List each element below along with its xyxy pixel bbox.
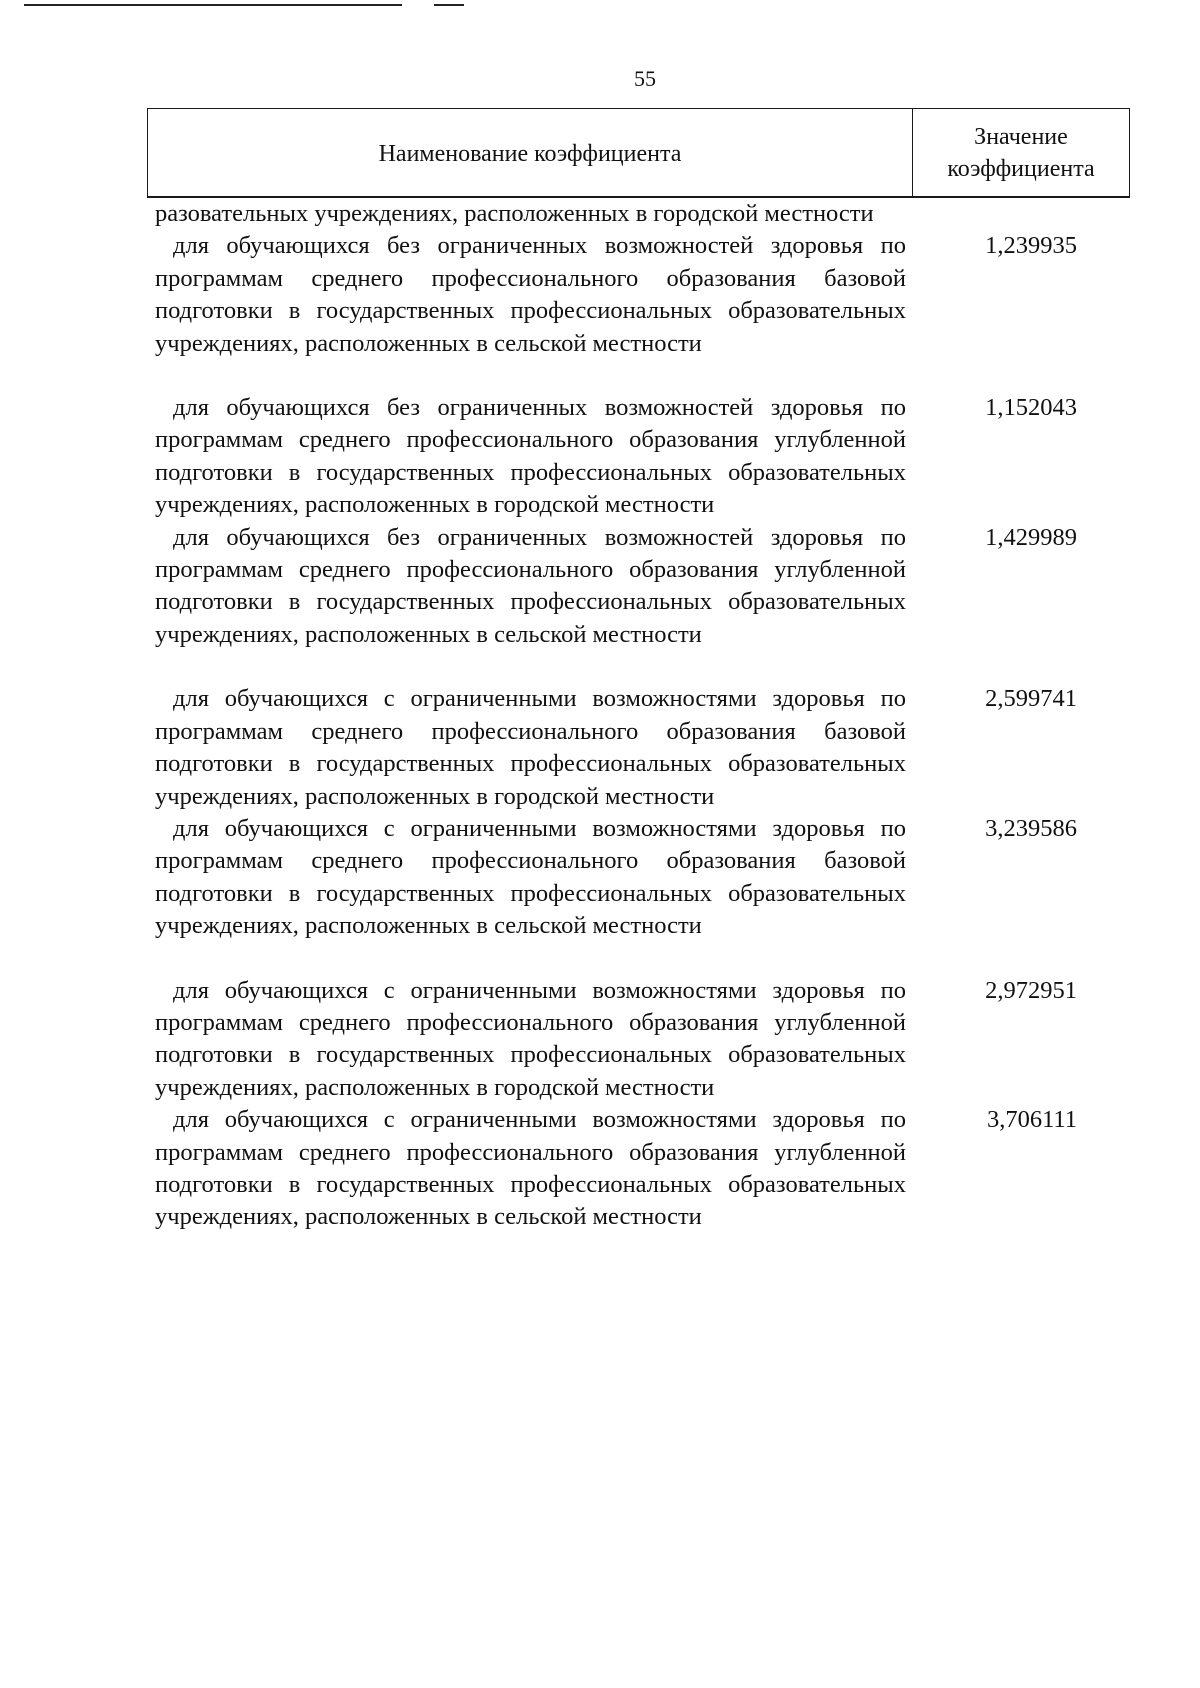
row-value: 2,599741 [985,685,1077,713]
table-row [155,522,1135,652]
row-description: для обучающихся с ограниченными возможностями здоровья по программам среднего профессионального образования базовой подготовки в государственных профессиональных образовательных учреждениях, расположенных в сельской местности [155,814,906,940]
row-description: для обучающихся без ограниченных возможностей здоровья по программам среднего профессионального образования базовой подготовки в государственных профессиональных образовательных учреждениях, расположенных в сельской местности [155,232,906,357]
column-header-value-line1: Значение [974,123,1068,150]
column-header-value [913,109,1129,196]
row-value: 2,972951 [985,976,1077,1004]
column-header-name: Наименование коэффициента [148,109,913,196]
row-value: 3,239586 [985,814,1077,842]
row-description: для обучающихся без ограниченных возможностей здоровья по программам среднего профессионального образования углубленной подготовки в государственных профессиональных образовательных учреждениях, расположенных в городской местности [155,394,906,519]
row-description: для обучающихся с ограниченными возможностями здоровья по программам среднего профессионального образования углубленной подготовки в государственных профессиональных образовательных учреждениях, расположенных в городской местности [155,976,906,1101]
table-row [155,230,1135,360]
table-row [155,1104,1135,1234]
row-description: для обучающихся с ограниченными возможностями здоровья по программам среднего профессионального образования углубленной подготовки в государственных профессиональных образовательных учреждениях, расположенных в сельской местности [155,1106,906,1231]
page-number: 55 [634,66,656,91]
row-value: 3,706111 [986,1106,1077,1134]
row-value: 1,239935 [985,232,1077,260]
table-row [155,392,1135,522]
table-header [147,108,1130,198]
table-row [155,683,1135,813]
column-header-value-line2: коэффициента [947,155,1095,182]
table-row [155,813,1135,943]
row-description: для обучающихся без ограниченных возможностей здоровья по программам среднего профессионального образования углубленной подготовки в государственных профессиональных образовательных учреждениях, расположенных в сельской местности [155,523,906,648]
table-row [155,975,1135,1105]
row-value: 1,152043 [985,394,1077,422]
scan-artifact-line [24,4,402,6]
table-row [155,198,1135,230]
row-description: разовательных учреждениях, расположенных в городской местности [155,200,874,227]
row-value: 1,429989 [985,523,1077,551]
coefficient-table-body [155,198,1135,1234]
scan-artifact-line [434,4,464,6]
row-value [906,198,1135,230]
row-description: для обучающихся с ограниченными возможностями здоровья по программам среднего профессионального образования базовой подготовки в государственных профессиональных образовательных учреждениях, расположенных в городской местности [155,685,906,810]
